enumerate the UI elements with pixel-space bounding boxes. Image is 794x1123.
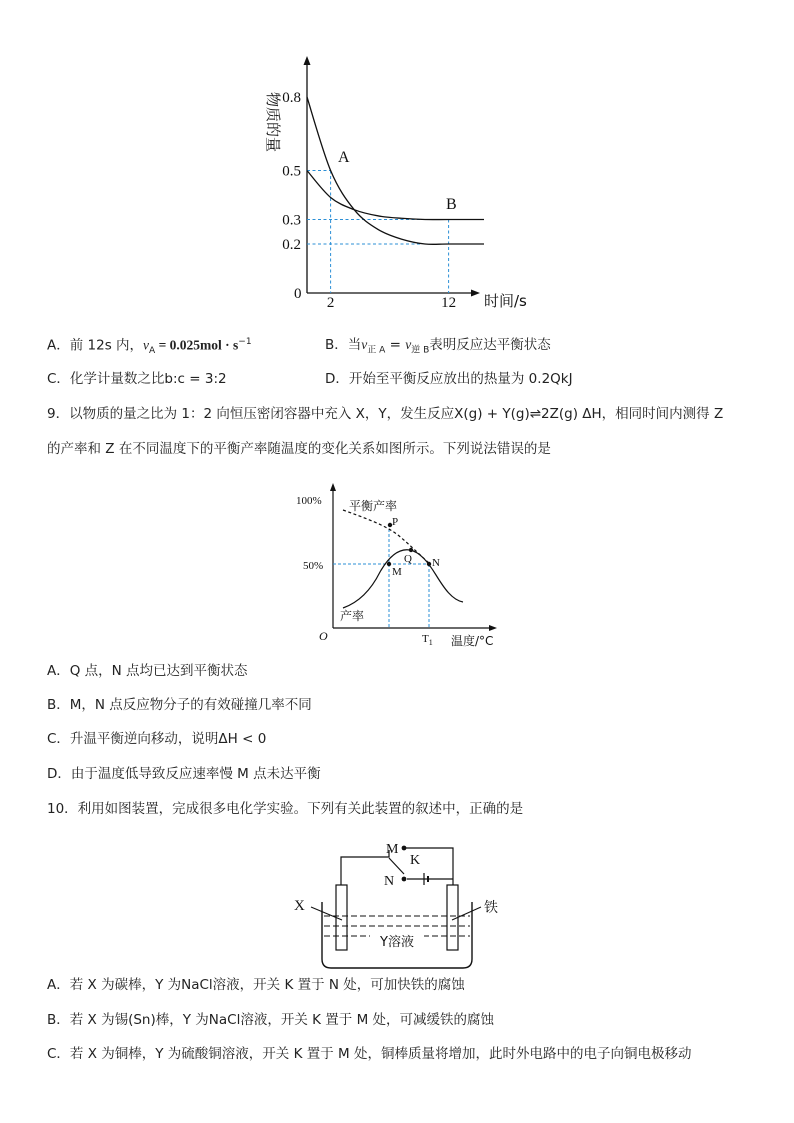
yield-vs-temperature-chart — [0, 480, 794, 680]
electrode-x — [336, 885, 347, 950]
q8-option-a-v: v — [143, 337, 150, 353]
q8-option-b-sub1: 正 A — [367, 345, 386, 356]
q8-y-tick-label: 0.8 — [282, 90, 301, 106]
q8-option-c: C．化学计量数之比b:c = 3:2 — [47, 371, 227, 387]
series-label-a: A — [338, 149, 350, 166]
q9-label-q: Q — [404, 553, 412, 565]
wire-left — [341, 850, 389, 885]
q8-x-tick-label: 2 — [326, 295, 335, 311]
q9-point-m — [387, 562, 391, 566]
q8-y-axis-arrow — [304, 56, 311, 65]
terminal-n — [402, 877, 407, 882]
q9-y-tick-100: 100% — [296, 495, 322, 507]
q9-x-tick-t1: $T_1$ — [422, 633, 433, 647]
q9-yield-curve — [343, 550, 463, 608]
q9-stem-line1: 9．以物质的量之比为 1：2 向恒压密闭容器中充入 X，Y，发生反应X(g) + Y(g)⇌2Z(g) ΔH，相同时间内测得 Z — [47, 406, 724, 422]
terminal-m — [402, 846, 407, 851]
q9-series-yield-label: 产率 — [340, 609, 365, 623]
x-axis-label: 时间/s — [484, 292, 527, 310]
q9-origin-label: O — [319, 629, 328, 643]
q9-label-p: P — [392, 516, 399, 528]
q9-stem-line2: 的产率和 Z 在不同温度下的平衡产率随温度的变化关系如图所示。下列说法错误的是 — [47, 441, 551, 457]
q8-option-b-eq: = — [385, 337, 406, 353]
q9-option-c: C．升温平衡逆向移动，说明ΔH < 0 — [47, 731, 267, 747]
q8-option-d: D．开始至平衡反应放出的热量为 0.2QkJ — [325, 371, 573, 387]
q8-y-tick-label: 0.3 — [282, 212, 301, 229]
q9-option-d: D．由于温度低导致反应速率慢 M 点未达平衡 — [47, 766, 321, 782]
q10-stem: 10．利用如图装置，完成很多电化学实验。下列有关此装置的叙述中，正确的是 — [47, 801, 524, 817]
amount-vs-time-chart — [0, 0, 794, 320]
q8-option-a — [47, 338, 252, 356]
y-axis-label: 物质的量 — [264, 91, 282, 153]
label-iron: 铁 — [484, 900, 498, 916]
q8-x-axis-arrow — [471, 290, 480, 297]
q9-x-axis-arrow — [489, 625, 497, 631]
q8-option-b — [325, 338, 551, 356]
q9-y-axis-arrow — [330, 483, 336, 491]
q10-option-b: B．若 X 为锡(Sn)棒，Y 为NaCl溶液，开关 K 置于 M 处，可减缓铁的腐蚀 — [47, 1012, 495, 1028]
q8-option-a-value: = 0.025mol · s — [155, 337, 239, 353]
q9-point-n — [427, 562, 431, 566]
q9-label-n: N — [432, 557, 440, 569]
label-m: M — [386, 842, 399, 857]
series-label-b: B — [446, 196, 457, 213]
q8-option-a-text: A．前 12s 内， — [47, 337, 144, 354]
electrode-iron — [447, 885, 458, 950]
label-k: K — [410, 853, 421, 868]
q8-option-b-post: 表明反应达平衡状态 — [429, 337, 551, 353]
q8-option-b-v2: v — [405, 337, 412, 352]
q8-option-a-sup: −1 — [238, 337, 252, 347]
q10-option-a: A．若 X 为碳棒，Y 为NaCl溶液，开关 K 置于 N 处，可加快铁的腐蚀 — [47, 977, 465, 993]
q8-option-b-v1: v — [361, 337, 368, 352]
solution-label: Y溶液 — [380, 935, 414, 950]
q9-point-q — [409, 548, 413, 552]
q10-option-c: C．若 X 为铜棒，Y 为硫酸铜溶液，开关 K 置于 M 处，铜棒质量将增加，此时外电路中的电子向铜电极移动 — [47, 1046, 692, 1062]
q9-label-m: M — [392, 566, 402, 578]
q9-option-b: B．M，N 点反应物分子的有效碰撞几率不同 — [47, 697, 312, 713]
q8-y-tick-label: 0.5 — [282, 163, 301, 180]
origin-label: 0 — [294, 286, 302, 302]
label-x: X — [294, 898, 305, 914]
q9-series-equilibrium-label: 平衡产率 — [349, 499, 398, 513]
q8-option-b-sub2: 逆 B — [411, 345, 430, 356]
q8-y-tick-label: 0.2 — [282, 237, 301, 253]
q9-equilibrium-yield-curve — [343, 510, 430, 564]
q9-y-tick-50: 50% — [303, 560, 324, 572]
q8-option-b-pre: B．当 — [325, 337, 362, 353]
q8-series-a-curve — [307, 97, 484, 244]
q8-x-tick-label: 12 — [441, 295, 457, 311]
q9-x-axis-label: 温度/°C — [451, 634, 494, 648]
electrochemistry-apparatus-diagram — [0, 832, 794, 972]
switch-k — [389, 858, 404, 874]
q9-option-a: A．Q 点，N 点均已达到平衡状态 — [47, 663, 248, 679]
q8-option-a-sub: A — [149, 346, 156, 357]
label-n: N — [384, 874, 395, 889]
